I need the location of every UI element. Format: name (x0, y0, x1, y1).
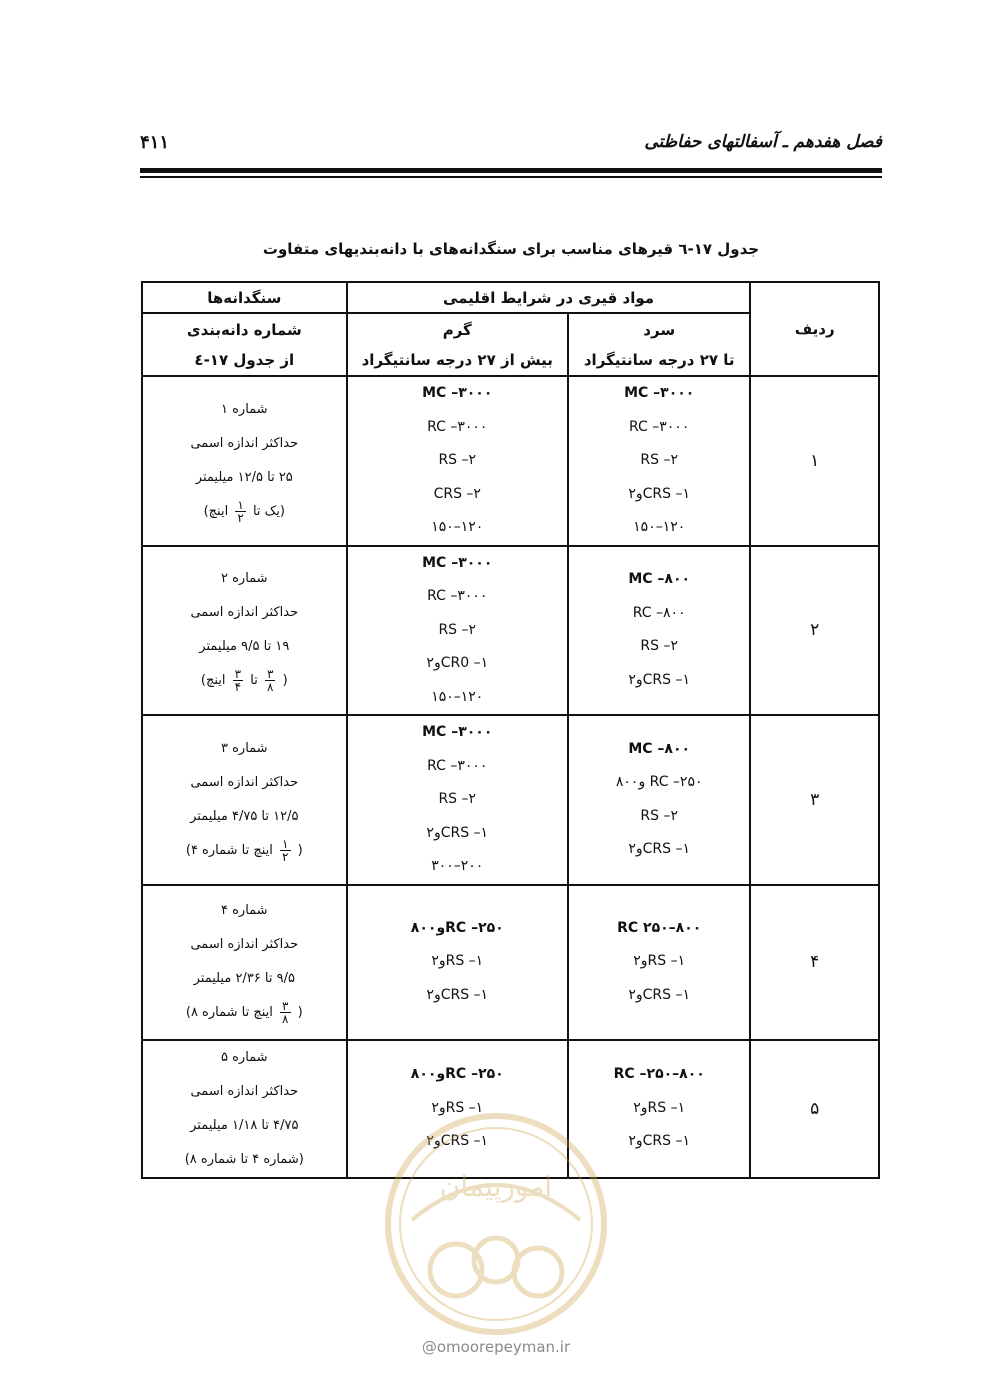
row-number: ۳ (750, 715, 879, 885)
chapter-title: فصل هفدهم ـ آسفالتهای حفاظتی (644, 132, 882, 152)
hot-item: CRS –۱و۲ (426, 824, 489, 841)
hot-item: CRS –۱و۲ (426, 986, 489, 1003)
fraction: $\frac{۳}{۸}$ (267, 667, 274, 695)
cold-item: RC ۲۵۰–۸۰۰ (617, 919, 702, 936)
cold-item: CRS –۱و۲ (628, 485, 691, 502)
cold-item: RC –۳۰۰۰ (629, 418, 690, 435)
header-agg-title: شماره دانه‌بندی (186, 320, 302, 339)
aggregate-size: ۱۹ تا ۹/۵ میلیمتر (199, 639, 290, 655)
cold-item: MC –۸۰۰ (628, 571, 691, 588)
hot-item: RC –۲۵۰و۸۰۰ (410, 1066, 504, 1083)
aggregate-size: ۹/۵ تا ۲/۳۶ میلیمتر (193, 971, 295, 986)
hot-item: RS –۱و۲ (431, 953, 484, 970)
table-row (142, 885, 879, 1040)
cold-item: RS –۱و۲ (633, 1099, 686, 1116)
hot-item: RS –۲ (438, 452, 477, 468)
table-row (142, 376, 879, 546)
header-cold (568, 313, 751, 376)
cold-item: CRS –۱و۲ (628, 671, 691, 688)
header-cold-sub: تا ۲۷ درجه سانتیگراد (583, 350, 735, 369)
row-number: ۴ (750, 885, 879, 1040)
aggregate-label: حداکثر اندازه اسمی (190, 435, 299, 451)
aggregate-cell (142, 715, 347, 885)
hot-item: RC –۳۰۰۰ (427, 588, 488, 604)
header-hot (347, 313, 568, 376)
cold-cell (568, 546, 751, 716)
page-header (140, 132, 882, 162)
hot-cell (347, 1040, 568, 1178)
hot-item: CR0 –۱و۲ (426, 655, 489, 671)
aggregate-size: ۴/۷۵ تا ۱/۱۸ میلیمتر (190, 1117, 299, 1133)
cold-cell (568, 1040, 751, 1178)
cold-cell (568, 885, 751, 1040)
header-cold-title: سرد (643, 320, 676, 339)
cold-item: RS –۲ (640, 807, 678, 824)
fraction: $\frac{۳}{۸}$ (282, 999, 289, 1026)
aggregate-cell (142, 885, 347, 1040)
cold-item: MC –۳۰۰۰ (624, 385, 695, 401)
aggregate-inch: ( $\frac{۳}{۸}$ تا $\frac{۳}{۴}$ اینچ) (200, 667, 288, 695)
hot-cell (347, 376, 568, 546)
cold-item: MC –۸۰۰ (628, 740, 691, 757)
row-number: ۵ (750, 1040, 879, 1178)
aggregate-inch: ( $\frac{۱}{۲}$ اینچ تا شماره ۴) (185, 836, 303, 864)
aggregate-cell (142, 1040, 347, 1178)
aggregate-label: حداکثر اندازه اسمی (190, 774, 299, 790)
aggregate-label: حداکثر اندازه اسمی (190, 1083, 299, 1099)
hot-cell (347, 546, 568, 716)
aggregate-label: حداکثر اندازه اسمی (190, 605, 299, 621)
hot-cell (347, 885, 568, 1040)
hot-item: CRS –۲ (433, 485, 481, 502)
header-hot-title: گرم (442, 320, 472, 339)
cold-item: RS –۱و۲ (633, 953, 686, 970)
fraction: $\frac{۳}{۴}$ (234, 667, 242, 695)
aggregate-note: (شماره ۴ تا شماره ۸) (184, 1151, 304, 1167)
header-rule-thick (140, 168, 882, 173)
hot-item: MC –۳۰۰۰ (422, 554, 493, 571)
aggregate-number: شماره ۱ (221, 401, 268, 417)
cold-item: RS –۲ (640, 452, 678, 468)
cold-cell (568, 376, 751, 546)
fraction: $\frac{۱}{۲}$ (282, 836, 289, 864)
hot-item: ۱۲۰–۱۵۰ (431, 519, 484, 535)
aggregate-label: حداکثر اندازه اسمی (190, 937, 299, 952)
table-row (142, 546, 879, 716)
aggregate-inch: (یک تا $\frac{۱}{۲}$ اینچ) (203, 497, 285, 525)
aggregate-cell (142, 546, 347, 716)
watermark-logo-text: امورپیمان (439, 1170, 553, 1203)
table-row (142, 715, 879, 885)
cold-item: RS –۲ (640, 638, 678, 655)
hot-item: RS –۲ (438, 621, 477, 638)
row-number: ۱ (750, 376, 879, 546)
hot-item: ۱۲۰–۱۵۰ (431, 688, 484, 705)
header-aggregates: سنگدانه‌ها (142, 282, 347, 313)
cold-item: RC –۲۵۰ و۸۰۰ (615, 774, 703, 791)
cold-item: CRS –۱و۲ (628, 841, 691, 858)
hot-cell (347, 715, 568, 885)
aggregate-number: شماره ۲ (221, 571, 268, 587)
header-hot-sub: بیش از ۲۷ درجه سانتیگراد (361, 350, 553, 369)
table-row (142, 1040, 879, 1178)
header-row-no: ردیف (750, 282, 879, 376)
hot-item: MC –۳۰۰۰ (422, 724, 493, 740)
watermark-site: @omoorepeyman.ir (421, 1338, 571, 1356)
hot-item: RS –۲ (438, 791, 477, 807)
aggregate-cell (142, 376, 347, 546)
header-rule-thin (140, 176, 882, 178)
aggregate-inch: ( $\frac{۳}{۸}$ اینچ تا شماره ۸) (185, 999, 303, 1026)
aggregate-size: ۲۵ تا ۱۲/۵ میلیمتر (195, 469, 293, 485)
cold-item: RC –۸۰۰ (632, 604, 686, 621)
hot-item: RC –۳۰۰۰ (427, 418, 488, 435)
cold-item: RC –۲۵۰–۸۰۰ (613, 1066, 705, 1083)
cold-item: ۱۲۰–۱۵۰ (633, 519, 686, 535)
page-number: ۴۱۱ (140, 132, 170, 153)
header-agg-sub: از جدول ۱۷-٤ (194, 350, 295, 369)
hot-item: ۲۰۰–۳۰۰ (431, 858, 484, 874)
hot-item: CRS –۱و۲ (426, 1133, 489, 1150)
cold-item: CRS –۱و۲ (628, 986, 691, 1003)
hot-item: RS –۱و۲ (431, 1099, 484, 1116)
row-number: ۲ (750, 546, 879, 716)
cold-item: CRS –۱و۲ (628, 1133, 691, 1150)
header-gradation (142, 313, 347, 376)
hot-item: RC –۲۵۰و۸۰۰ (410, 919, 504, 936)
aggregate-number: شماره ۴ (221, 903, 268, 918)
aggregate-number: شماره ۵ (221, 1049, 268, 1065)
cold-cell (568, 715, 751, 885)
aggregate-number: شماره ۳ (221, 740, 268, 756)
fraction: $\frac{۱}{۲}$ (237, 497, 244, 525)
hot-item: RC –۳۰۰۰ (427, 757, 488, 774)
header-binder-group: مواد قیری در شرایط اقلیمی (347, 282, 751, 313)
hot-item: MC –۳۰۰۰ (422, 385, 493, 401)
table-caption: جدول ۱۷-٦ قیرهای مناسب برای سنگدانه‌های با دانه‌بندیهای متفاوت (262, 240, 760, 258)
aggregate-size: ۱۲/۵ تا ۴/۷۵ میلیمتر (190, 808, 299, 824)
bitumen-table (141, 281, 880, 1179)
